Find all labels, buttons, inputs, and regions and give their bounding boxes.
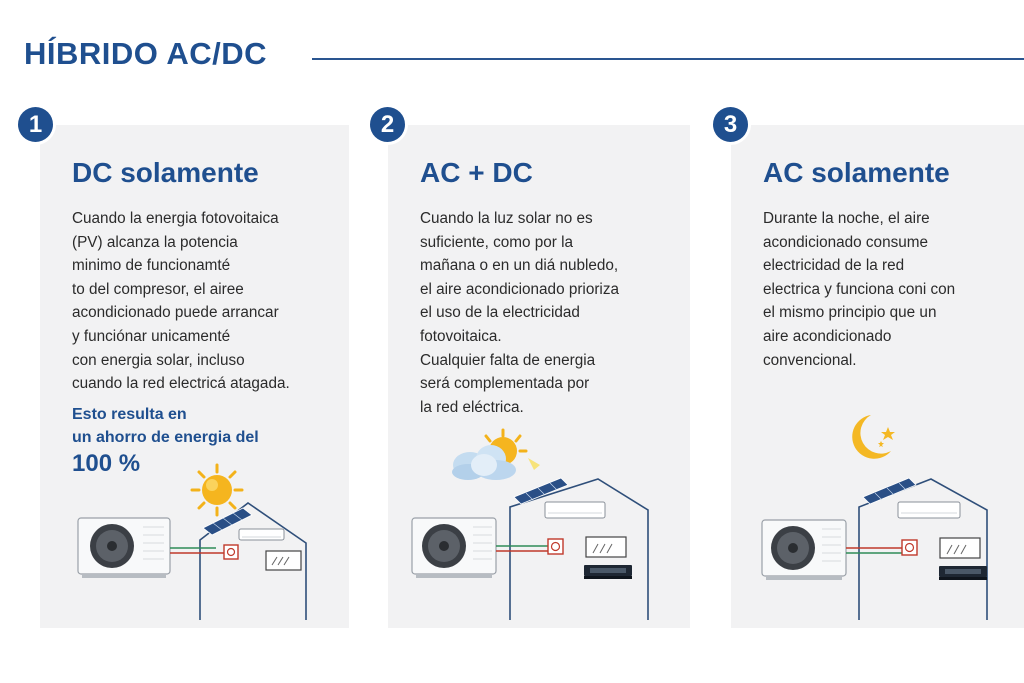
savings-percentage: 100 % (72, 450, 141, 477)
ac-only-illustration (731, 125, 1024, 628)
card-dc-only (28, 110, 349, 628)
description-line: Cualquier falta de energia (420, 351, 596, 369)
description-line: cuando la red electricá atagada. (72, 375, 290, 393)
description-line: será complementada por (420, 375, 590, 393)
step-number-badge: 2 (370, 107, 405, 142)
card-description (763, 207, 955, 372)
card-title: DC solamente (72, 157, 259, 188)
description-line: Cuando la energia fotovoitaica (72, 210, 279, 227)
page-title: HÍBRIDO AC/DC (24, 36, 268, 71)
description-line: suficiente, como por la (420, 233, 574, 251)
description-line: fotovoitaica. (420, 327, 502, 345)
description-line: el uso de la electricidad (420, 304, 580, 322)
step-number-badge: 1 (18, 107, 53, 142)
highlight-line: un ahorro de energia del (72, 429, 259, 446)
grid-meter-icon (939, 566, 987, 580)
description-line: acondicionado puede arrancar (72, 304, 279, 322)
description-line: Durante la noche, el aire (763, 210, 930, 227)
description-line: y funciónar unicamenté (72, 327, 231, 345)
description-line: acondicionado consume (763, 233, 928, 251)
card-ac-dc (380, 110, 690, 628)
description-line: Cuando la luz solar no es (420, 210, 593, 227)
description-line: con energia solar, incluso (72, 351, 245, 369)
sun-behind-cloud-icon (452, 430, 540, 480)
card-description (72, 207, 290, 396)
description-line: convencional. (763, 351, 857, 369)
description-line: minimo de funcionamté (72, 257, 231, 275)
card-title: AC + DC (420, 157, 533, 188)
solar-panels-icon (863, 478, 916, 504)
card-description (420, 207, 619, 419)
description-line: el mismo principio que un (763, 304, 937, 322)
outdoor-unit-icon (78, 518, 170, 578)
description-line: (PV) alcanza la potencia (72, 233, 238, 251)
highlight-line: Esto resulta en (72, 406, 187, 423)
card-title: AC solamente (763, 157, 950, 188)
outdoor-unit-icon (412, 518, 496, 578)
description-line: electricidad de la red (763, 257, 905, 275)
description-line: aire acondicionado (763, 327, 892, 345)
description-line: to del compresor, el airee (72, 280, 244, 298)
moon-stars-icon (852, 415, 895, 459)
description-line: electrica y funciona coni con (763, 280, 956, 298)
description-line: el aire acondicionado prioriza (420, 280, 619, 298)
card-ac-only (723, 110, 1024, 628)
grid-meter-icon (584, 565, 632, 579)
savings-highlight (72, 403, 259, 479)
description-line: mañana o en un diá nubledo, (420, 257, 619, 275)
description-line: la red eléctrica. (420, 398, 524, 416)
title-divider (312, 58, 1024, 60)
outdoor-unit-icon (762, 520, 846, 580)
step-number-badge: 3 (713, 107, 748, 142)
